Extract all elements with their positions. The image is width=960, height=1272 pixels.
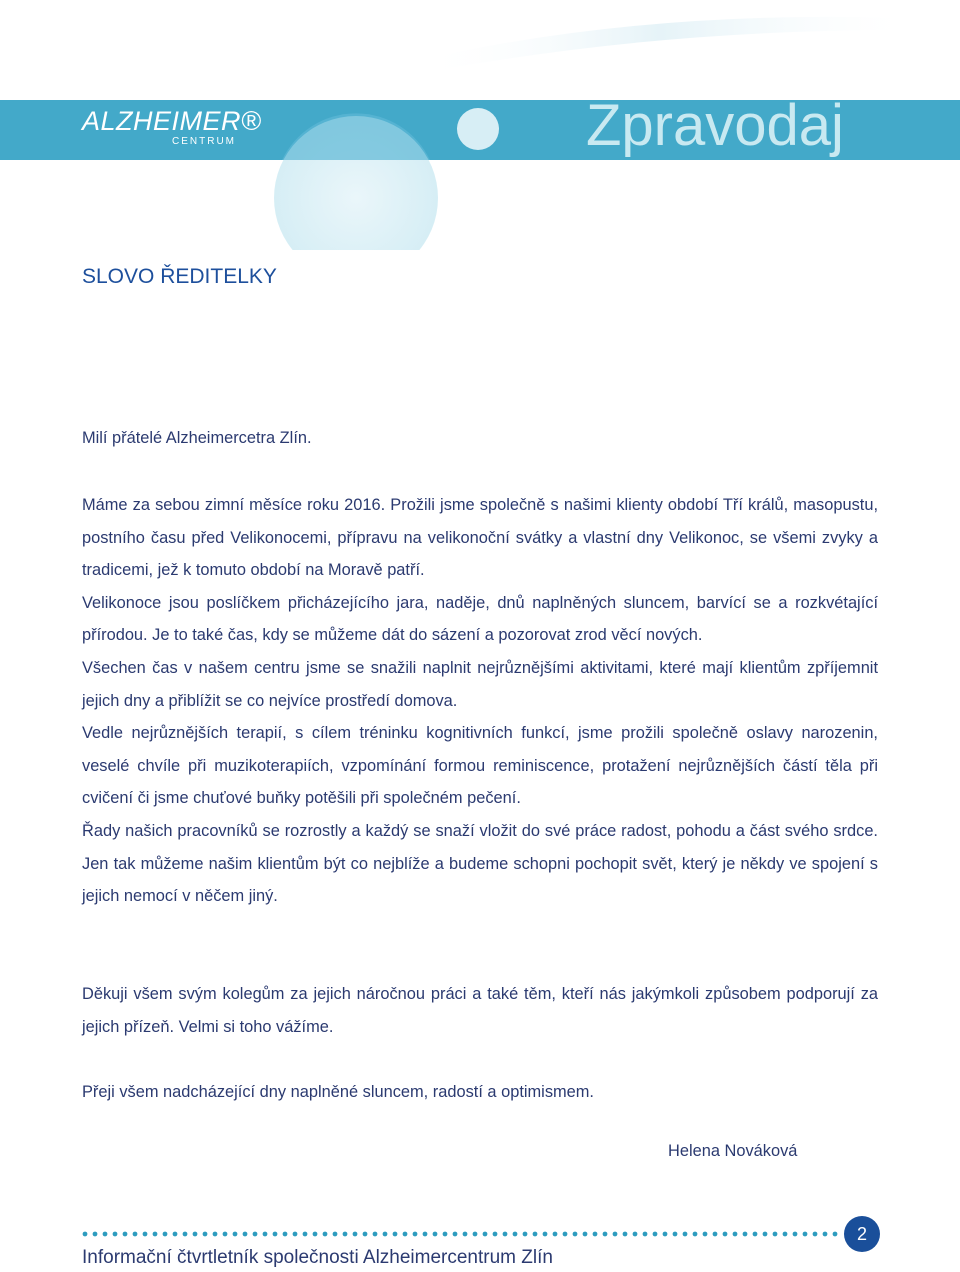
footer-publication-title: Informační čtvrtletník společnosti Alzheimercentrum Zlín xyxy=(82,1247,553,1268)
footer-dot xyxy=(123,1232,128,1237)
footer-dot xyxy=(83,1232,88,1237)
footer-dot xyxy=(373,1232,378,1237)
wish-text: Přeji všem nadcházející dny naplněné sluncem, radostí a optimismem. xyxy=(82,1083,594,1101)
article-paragraph: Velikonoce jsou poslíčkem přicházejícího jara, naděje, dnů naplněných sluncem, barvící se a rozkvétající přírodou. Je to také čas, kdy se můžeme dát do sázení a pozorovat zrod věcí nových. xyxy=(82,593,878,645)
footer-dot xyxy=(763,1232,768,1237)
footer-dot xyxy=(623,1232,628,1237)
footer-dot xyxy=(213,1232,218,1237)
footer-dot xyxy=(583,1232,588,1237)
article-paragraph: Všechen čas v našem centru jsme se snažili naplnit nejrůznějšími aktivitami, které mají klientům zpříjemnit jejich dny a přiblížit se co nejvíce prostředí domova. xyxy=(82,658,878,710)
footer-dot xyxy=(433,1232,438,1237)
footer-dot xyxy=(153,1232,158,1237)
footer-dot xyxy=(323,1232,328,1237)
logo-text: ALZHEIMER® xyxy=(82,106,262,136)
footer-dot xyxy=(343,1232,348,1237)
footer-dot xyxy=(393,1232,398,1237)
footer-dot xyxy=(803,1232,808,1237)
footer-dot xyxy=(553,1232,558,1237)
footer-dot xyxy=(673,1232,678,1237)
thanks-paragraph xyxy=(82,978,878,1043)
footer-dot xyxy=(463,1232,468,1237)
section-title: SLOVO ŘEDITELKY xyxy=(82,265,277,288)
footer-dot xyxy=(713,1232,718,1237)
footer-dot xyxy=(683,1232,688,1237)
footer-dot xyxy=(743,1232,748,1237)
footer-dot xyxy=(143,1232,148,1237)
footer-dot xyxy=(543,1232,548,1237)
footer-dot xyxy=(693,1232,698,1237)
footer-dot xyxy=(273,1232,278,1237)
article-paragraph: Máme za sebou zimní měsíce roku 2016. Prožili jsme společně s našimi klienty období Tří králů, masopustu, postního času před Velikonocemi, přípravu na velikonoční svátky a vlastní dny Velikonoc, se všemi zvyky a tradicemi, jež k tomuto období na Moravě patří. xyxy=(82,496,878,580)
footer-dot xyxy=(303,1232,308,1237)
footer-dot xyxy=(233,1232,238,1237)
footer-dot xyxy=(473,1232,478,1237)
footer-dot xyxy=(493,1232,498,1237)
footer-dot xyxy=(833,1232,838,1237)
footer-dot xyxy=(263,1232,268,1237)
thanks-text: Děkuji všem svým kolegům za jejich náročnou práci a také těm, kteří nás jakýmkoli způsobem podporují za jejich přízeň. Velmi si toho vážíme. xyxy=(82,985,878,1036)
footer-dot xyxy=(453,1232,458,1237)
footer-dot xyxy=(523,1232,528,1237)
footer-dot xyxy=(703,1232,708,1237)
footer-dot xyxy=(603,1232,608,1237)
footer-dot xyxy=(113,1232,118,1237)
footer-dot xyxy=(533,1232,538,1237)
footer-dot xyxy=(93,1232,98,1237)
signature: Helena Nováková xyxy=(668,1142,798,1160)
article-body xyxy=(82,489,878,913)
footer-dot xyxy=(383,1232,388,1237)
wish-paragraph xyxy=(82,1076,878,1109)
greeting-text: Milí přátelé Alzheimercetra Zlín. xyxy=(82,429,312,447)
greeting xyxy=(82,422,878,455)
footer-dot xyxy=(483,1232,488,1237)
header-small-circle xyxy=(457,108,499,150)
header-swoosh xyxy=(420,17,900,70)
article-paragraph: Vedle nejrůznějších terapií, s cílem tréninku kognitivních funkcí, jsme prožili společně oslavy narozenin, veselé chvíle při muzikoterapiích, vzpomínání formou reminiscence, protažení nejrůznějších částí těla při cvičení či jsme chuťové buňky potěšili při společném pečení. xyxy=(82,724,878,808)
footer-dot xyxy=(313,1232,318,1237)
footer-dot xyxy=(723,1232,728,1237)
footer-dot xyxy=(813,1232,818,1237)
footer-dot xyxy=(133,1232,138,1237)
footer-dot xyxy=(753,1232,758,1237)
footer-dot xyxy=(633,1232,638,1237)
footer-dot xyxy=(613,1232,618,1237)
footer-dot xyxy=(413,1232,418,1237)
footer-dot xyxy=(783,1232,788,1237)
footer-dot xyxy=(653,1232,658,1237)
footer-dot xyxy=(283,1232,288,1237)
logo-subtext: CENTRUM xyxy=(172,136,236,147)
alzheimer-logo xyxy=(82,106,262,152)
footer-dot xyxy=(193,1232,198,1237)
footer-dot xyxy=(643,1232,648,1237)
footer-dot xyxy=(103,1232,108,1237)
footer-dot xyxy=(333,1232,338,1237)
footer-dot xyxy=(353,1232,358,1237)
footer-dot xyxy=(423,1232,428,1237)
footer-dot xyxy=(443,1232,448,1237)
footer-dot xyxy=(593,1232,598,1237)
footer-dot xyxy=(363,1232,368,1237)
footer-dot xyxy=(163,1232,168,1237)
footer-dot xyxy=(733,1232,738,1237)
footer-dot xyxy=(573,1232,578,1237)
footer-dot xyxy=(173,1232,178,1237)
footer-dot xyxy=(253,1232,258,1237)
article-paragraph: Řady našich pracovníků se rozrostly a každý se snaží vložit do své práce radost, pohodu a část svého srdce. Jen tak můžeme našim klientům být co nejblíže a budeme schopni pochopit svět, který je někdy ve spojení s jejich nemocí v něčem jiný. xyxy=(82,821,878,906)
footer-dot xyxy=(563,1232,568,1237)
footer-dot xyxy=(403,1232,408,1237)
footer-dot xyxy=(503,1232,508,1237)
footer-dot xyxy=(663,1232,668,1237)
footer-dot xyxy=(823,1232,828,1237)
footer-dot xyxy=(773,1232,778,1237)
footer-dot xyxy=(243,1232,248,1237)
footer-dot xyxy=(223,1232,228,1237)
footer-dot xyxy=(513,1232,518,1237)
footer-dot xyxy=(793,1232,798,1237)
masthead-title: Zpravodaj xyxy=(586,93,844,158)
footer-dot xyxy=(293,1232,298,1237)
footer-dot xyxy=(203,1232,208,1237)
footer-dot xyxy=(183,1232,188,1237)
page-number-badge: 2 xyxy=(844,1216,880,1252)
footer-dotted-line xyxy=(82,1228,842,1240)
